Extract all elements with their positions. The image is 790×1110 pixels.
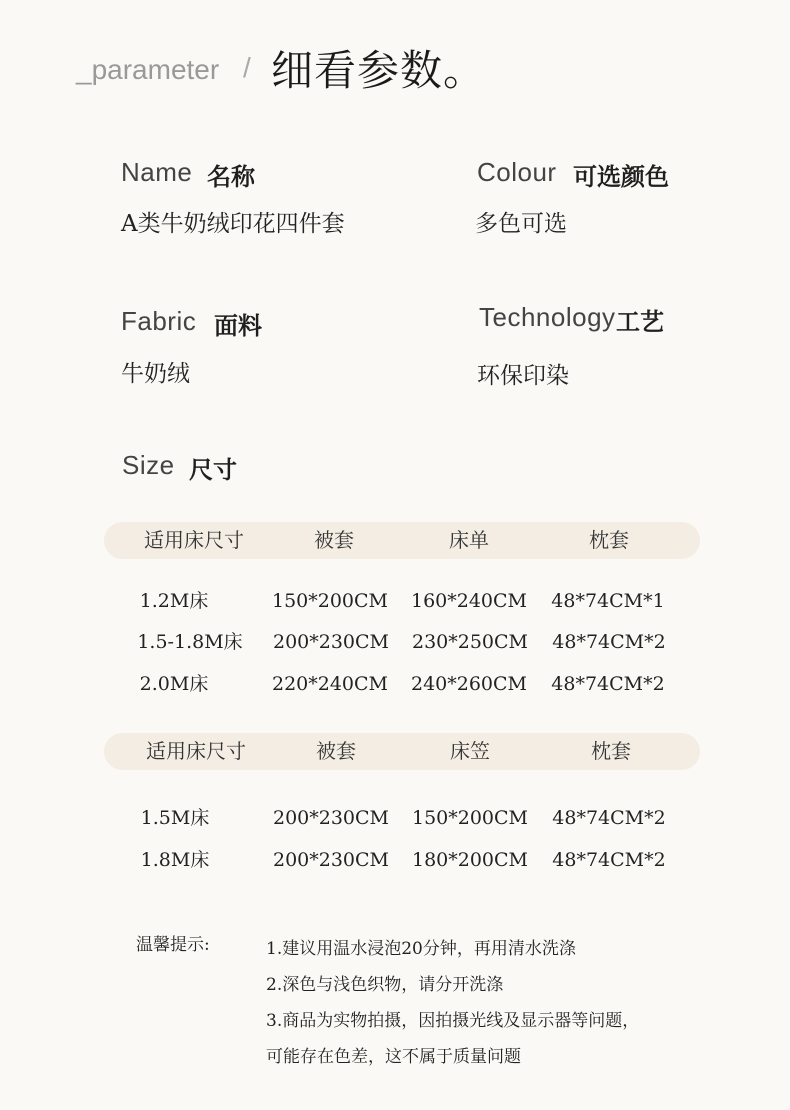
table-cell: 180*200CM — [411, 849, 529, 871]
tip-line: 1.建议用温水浸泡20分钟，再用清水洗涤 — [266, 939, 576, 959]
table2-header-pillowcase: 枕套 — [591, 739, 631, 763]
name-value: A类牛奶绒印花四件套 — [121, 211, 345, 237]
table2-header-fitted-sheet: 床笠 — [450, 739, 490, 763]
table1-row — [0, 589, 790, 613]
colour-label-zh: 可选颜色 — [573, 162, 669, 191]
tip-line: 3.商品为实物拍摄，因拍摄光线及显示器等问题， — [266, 1011, 640, 1031]
name-label-zh: 名称 — [207, 162, 255, 191]
table2-header-duvet: 被套 — [316, 739, 356, 763]
fabric-label-en: Fabric — [121, 306, 197, 336]
page-title: 细看参数。 — [271, 46, 487, 95]
table-cell: 230*250CM — [411, 631, 529, 653]
size-label-zh: 尺寸 — [189, 455, 237, 484]
table-cell: 240*260CM — [410, 673, 528, 695]
table-cell: 220*240CM — [271, 673, 389, 695]
name-label-en: Name — [121, 157, 193, 187]
table1-header-bar — [104, 522, 700, 559]
table1-header-pillowcase: 枕套 — [589, 528, 629, 552]
table-cell: 1.2M床 — [139, 590, 209, 612]
fabric-label-zh: 面料 — [214, 311, 262, 340]
table-cell: 48*74CM*2 — [552, 807, 666, 829]
table1-header-bed-size: 适用床尺寸 — [144, 528, 244, 552]
table-cell: 150*200CM — [411, 807, 529, 829]
size-label-en: Size — [122, 450, 175, 480]
table-cell: 1.5-1.8M床 — [137, 631, 243, 653]
table2-row — [0, 806, 790, 830]
table1-header-sheet: 床单 — [449, 528, 489, 552]
table-cell: 1.5M床 — [140, 807, 210, 829]
table2-header-bed-size: 适用床尺寸 — [146, 739, 246, 763]
table2-header-bar — [104, 733, 700, 770]
table-cell: 200*230CM — [272, 849, 390, 871]
header-english-title: _parameter — [76, 54, 220, 85]
fabric-value: 牛奶绒 — [121, 361, 190, 387]
table-cell: 48*74CM*2 — [551, 673, 665, 695]
table2-row — [0, 848, 790, 872]
colour-label-en: Colour — [477, 157, 557, 187]
table-cell: 48*74CM*1 — [551, 590, 665, 612]
tip-line: 可能存在色差，这不属于质量问题 — [266, 1047, 521, 1067]
technology-label-zh: 工艺 — [616, 307, 664, 336]
table-cell: 160*240CM — [410, 590, 528, 612]
table-cell: 200*230CM — [272, 807, 390, 829]
table-cell: 150*200CM — [271, 590, 389, 612]
colour-value: 多色可选 — [475, 211, 567, 237]
table-cell: 48*74CM*2 — [552, 631, 666, 653]
table-cell: 1.8M床 — [140, 849, 210, 871]
table1-row — [0, 672, 790, 696]
tip-line: 2.深色与浅色织物，请分开洗涤 — [266, 975, 504, 995]
table-cell: 48*74CM*2 — [552, 849, 666, 871]
technology-label-en: Technology — [479, 302, 616, 332]
table1-row — [0, 630, 790, 654]
table-cell: 200*230CM — [272, 631, 390, 653]
technology-value: 环保印染 — [477, 363, 569, 389]
tips-label: 温馨提示: — [136, 935, 210, 955]
table-cell: 2.0M床 — [139, 673, 209, 695]
header-slash: / — [243, 52, 251, 83]
table1-header-duvet: 被套 — [314, 528, 354, 552]
